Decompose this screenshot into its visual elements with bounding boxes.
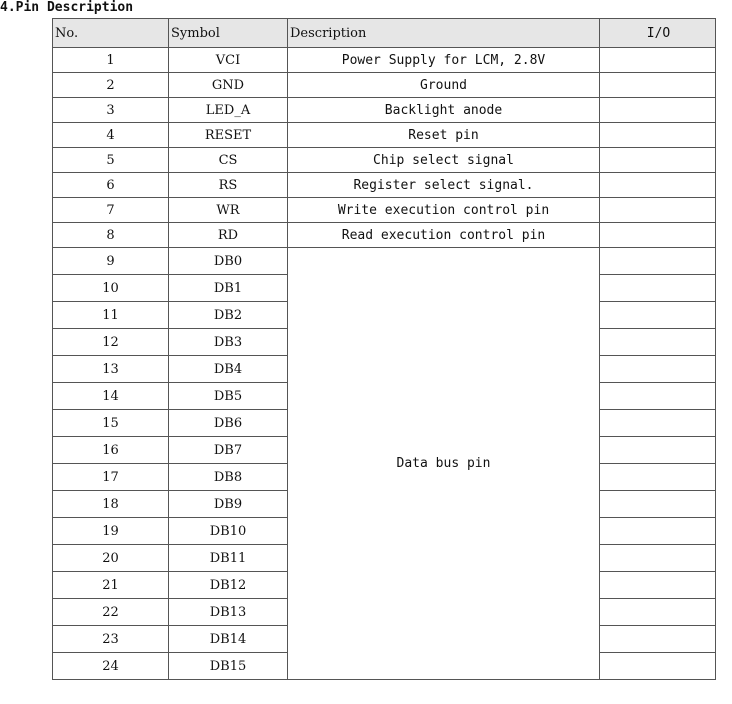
pin-io [600,626,716,653]
pin-number: 17 [53,464,169,491]
pin-description: Chip select signal [288,148,600,173]
data-bus-description: Data bus pin [288,248,600,680]
pin-symbol: DB13 [169,599,288,626]
pin-io [600,518,716,545]
pin-io [600,491,716,518]
pin-io [600,464,716,491]
pin-number: 5 [53,148,169,173]
column-header-no: No. [53,19,169,48]
pin-io [600,329,716,356]
pin-io [600,48,716,73]
pin-io [600,123,716,148]
pin-symbol: RS [169,173,288,198]
pin-description-table [52,18,716,680]
pin-io [600,275,716,302]
pin-number: 13 [53,356,169,383]
pin-number: 22 [53,599,169,626]
pin-io [600,223,716,248]
pin-number: 10 [53,275,169,302]
pin-symbol: DB11 [169,545,288,572]
pin-number: 19 [53,518,169,545]
pin-symbol: DB15 [169,653,288,680]
pin-symbol: WR [169,198,288,223]
column-header-description: Description [288,19,600,48]
pin-number: 14 [53,383,169,410]
pin-number: 16 [53,437,169,464]
pin-io [600,572,716,599]
pin-io [600,98,716,123]
table-row [53,248,716,275]
pin-number: 8 [53,223,169,248]
pin-number: 4 [53,123,169,148]
pin-symbol: DB10 [169,518,288,545]
table-row [53,148,716,173]
pin-io [600,148,716,173]
pin-number: 11 [53,302,169,329]
pin-number: 20 [53,545,169,572]
pin-symbol: DB5 [169,383,288,410]
table-row [53,73,716,98]
pin-symbol: DB6 [169,410,288,437]
pin-symbol: DB3 [169,329,288,356]
pin-io [600,173,716,198]
pin-io [600,653,716,680]
pin-symbol: GND [169,73,288,98]
pin-symbol: DB7 [169,437,288,464]
pin-io [600,545,716,572]
pin-description: Read execution control pin [288,223,600,248]
pin-description: Power Supply for LCM, 2.8V [288,48,600,73]
pin-symbol: DB14 [169,626,288,653]
pin-symbol: DB4 [169,356,288,383]
pin-number: 6 [53,173,169,198]
pin-io [600,599,716,626]
pin-io [600,73,716,98]
pin-io [600,248,716,275]
pin-symbol: VCI [169,48,288,73]
column-header-symbol: Symbol [169,19,288,48]
pin-symbol: CS [169,148,288,173]
column-header-io: I/O [600,19,716,48]
pin-number: 2 [53,73,169,98]
pin-symbol: LED_A [169,98,288,123]
pin-io [600,383,716,410]
table-row [53,98,716,123]
pin-symbol: RESET [169,123,288,148]
table-row [53,123,716,148]
pin-symbol: DB2 [169,302,288,329]
pin-io [600,198,716,223]
pin-io [600,437,716,464]
pin-description: Reset pin [288,123,600,148]
pin-number: 21 [53,572,169,599]
table-row [53,198,716,223]
pin-io [600,410,716,437]
pin-number: 18 [53,491,169,518]
pin-description: Write execution control pin [288,198,600,223]
pin-number: 7 [53,198,169,223]
pin-io [600,302,716,329]
pin-symbol: DB0 [169,248,288,275]
pin-number: 9 [53,248,169,275]
pin-symbol: DB12 [169,572,288,599]
pin-symbol: DB8 [169,464,288,491]
pin-number: 15 [53,410,169,437]
pin-number: 24 [53,653,169,680]
pin-symbol: RD [169,223,288,248]
pin-symbol: DB9 [169,491,288,518]
pin-symbol: DB1 [169,275,288,302]
section-title: 4.Pin Description [0,0,134,15]
pin-description: Backlight anode [288,98,600,123]
table-row [53,48,716,73]
table-row [53,173,716,198]
pin-number: 3 [53,98,169,123]
pin-io [600,356,716,383]
table-header-row [53,19,716,48]
table-row [53,223,716,248]
pin-number: 23 [53,626,169,653]
pin-description: Register select signal. [288,173,600,198]
pin-number: 1 [53,48,169,73]
pin-number: 12 [53,329,169,356]
pin-description: Ground [288,73,600,98]
